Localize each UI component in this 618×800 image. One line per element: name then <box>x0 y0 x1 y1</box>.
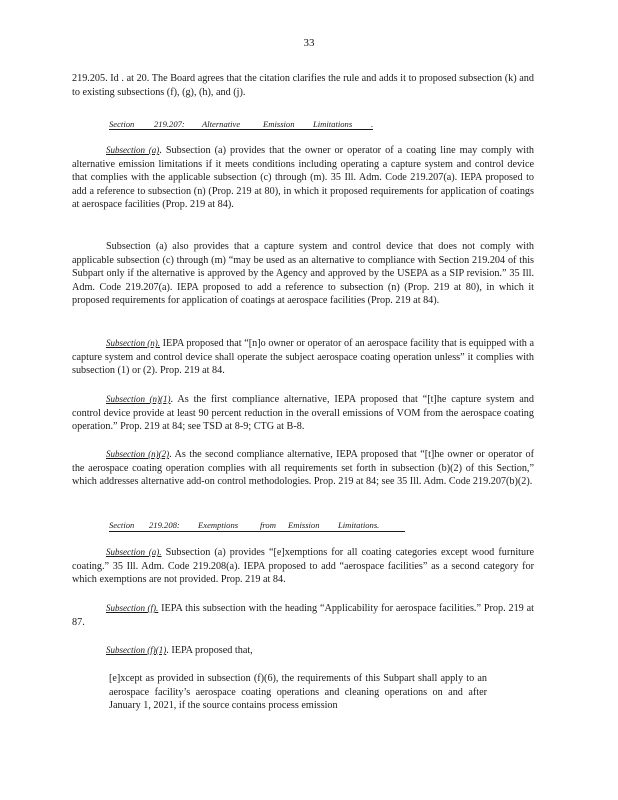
paragraph-subsection-n2 <box>72 448 534 489</box>
heading-word: Limitations. <box>338 520 380 530</box>
heading-word: Limitations <box>313 119 353 129</box>
heading-word: Section <box>109 119 135 129</box>
paragraph-text: IEPA this subsection with the heading “Applicability for aerospace facilities.” Prop. 219 at 87. <box>72 603 534 628</box>
paragraph-subsection-n <box>72 337 534 378</box>
subsection-lead: Subsection (a) <box>106 145 160 155</box>
paragraph-text: Subsection (a) provides “[e]xemptions for all coating categories except wood furniture coating.” 35 Ill. Adm. Code 219.208(a). IEPA proposed to add “aerospace facilities” as a second category for which exemptions are not provided. Prop. 219 at 84. <box>72 547 534 586</box>
paragraph-text: . As the first compliance alternative, IEPA proposed that “[t]he capture system and control device provide at least 90 percent reduction in the overall emissions of VOM from the aerospace coating operation.” Prop. 219 at 84; see TSD at 8-9; CTG at B-8. <box>72 394 534 433</box>
paragraph-1: 219.205. Id . at 20. The Board agrees that the citation clarifies the rule and adds it to proposed subsection (k) and to existing subsections (f), (g), (h), and (j). <box>72 73 534 98</box>
heading-underline <box>109 129 373 130</box>
paragraph-text: Subsection (a) also provides that a capture system and control device that does not comply with applicable subsection (c) through (m) “may be used as an alternative to compliance with Section 219.204 of this Subpart only if the alternative is approved by the Agency and approved by the USEPA as a SIP revision.” 35 Ill. Adm. Code 219.207(a). IEPA proposed to add a reference to subsection (n) (Prop. 219 at 80), in which it proposed requirements for application of coatings at aerospace facilities (Prop. 219 at 84). <box>72 241 534 307</box>
block-quote: [e]xcept as provided in subsection (f)(6), the requirements of this Subpart shall apply to an aerospace facility’s aerospace coating operations and cleaning operations on and after January 1, 2021, if the source contains process emission <box>109 673 487 712</box>
heading-word: . <box>371 119 374 129</box>
heading-word: Alternative <box>202 119 241 129</box>
subsection-lead: Subsection (n). <box>106 338 161 348</box>
paragraph-text: . As the second compliance alternative, IEPA proposed that “[t]he owner or operator of the aerospace coating operation complies with all requirements set forth in subsection (b)(2) of this Section,” which addresses alternative add-on control methodologies. Prop. 219 at 84; see 35 Ill. Adm. Code 219.207(b)(2). <box>72 449 534 488</box>
paragraph-subsection-n1 <box>72 393 534 434</box>
heading-underline <box>109 531 405 532</box>
subsection-lead: Subsection (n)(1) <box>106 394 171 404</box>
paragraph-subsection-a <box>72 144 534 212</box>
page-number: 33 <box>303 37 315 49</box>
subsection-lead: Subsection (n)(2) <box>106 449 170 459</box>
section-heading-219-207 <box>109 119 373 129</box>
paragraph-text: IEPA proposed that “[n]o owner or operator of an aerospace facility that is equipped with a capture system and control device shall operate the subject aerospace coating operation unless” it complies with subsection (1) or (2). Prop. 219 at 84. <box>72 338 534 377</box>
heading-word: from <box>260 520 276 530</box>
paragraph-text: . Subsection (a) provides that the owner or operator of a coating line may comply with alternative emission limitations if it meets conditions including operating a capture system and control device that complies with the applicable subsection (c) through (m). 35 Ill. Adm. Code 219.207(a). IEPA proposed to add a reference to subsection (n) (Prop. 219 at 80), in which it proposed requirements for application of coatings at aerospace facilities (Prop. 219 at 84). <box>72 145 534 211</box>
paragraph-208-subsection-a <box>72 546 534 587</box>
paragraph-208-subsection-f1 <box>72 644 534 658</box>
heading-word: 219.207: <box>154 119 185 129</box>
heading-word: Emission <box>263 119 295 129</box>
subsection-lead: Subsection (f)(1) <box>106 645 167 655</box>
heading-word: Section <box>109 520 135 530</box>
section-heading-219-208 <box>109 520 379 530</box>
heading-word: Emission <box>288 520 320 530</box>
paragraph-208-subsection-f <box>72 602 534 629</box>
subsection-lead: Subsection (a). <box>106 547 162 557</box>
subsection-lead: Subsection (f). <box>106 603 159 613</box>
paragraph-subsection-a-also <box>72 240 534 308</box>
heading-word: Exemptions <box>198 520 239 530</box>
heading-word: 219.208: <box>149 520 180 530</box>
paragraph-text: . IEPA proposed that, <box>166 645 253 656</box>
